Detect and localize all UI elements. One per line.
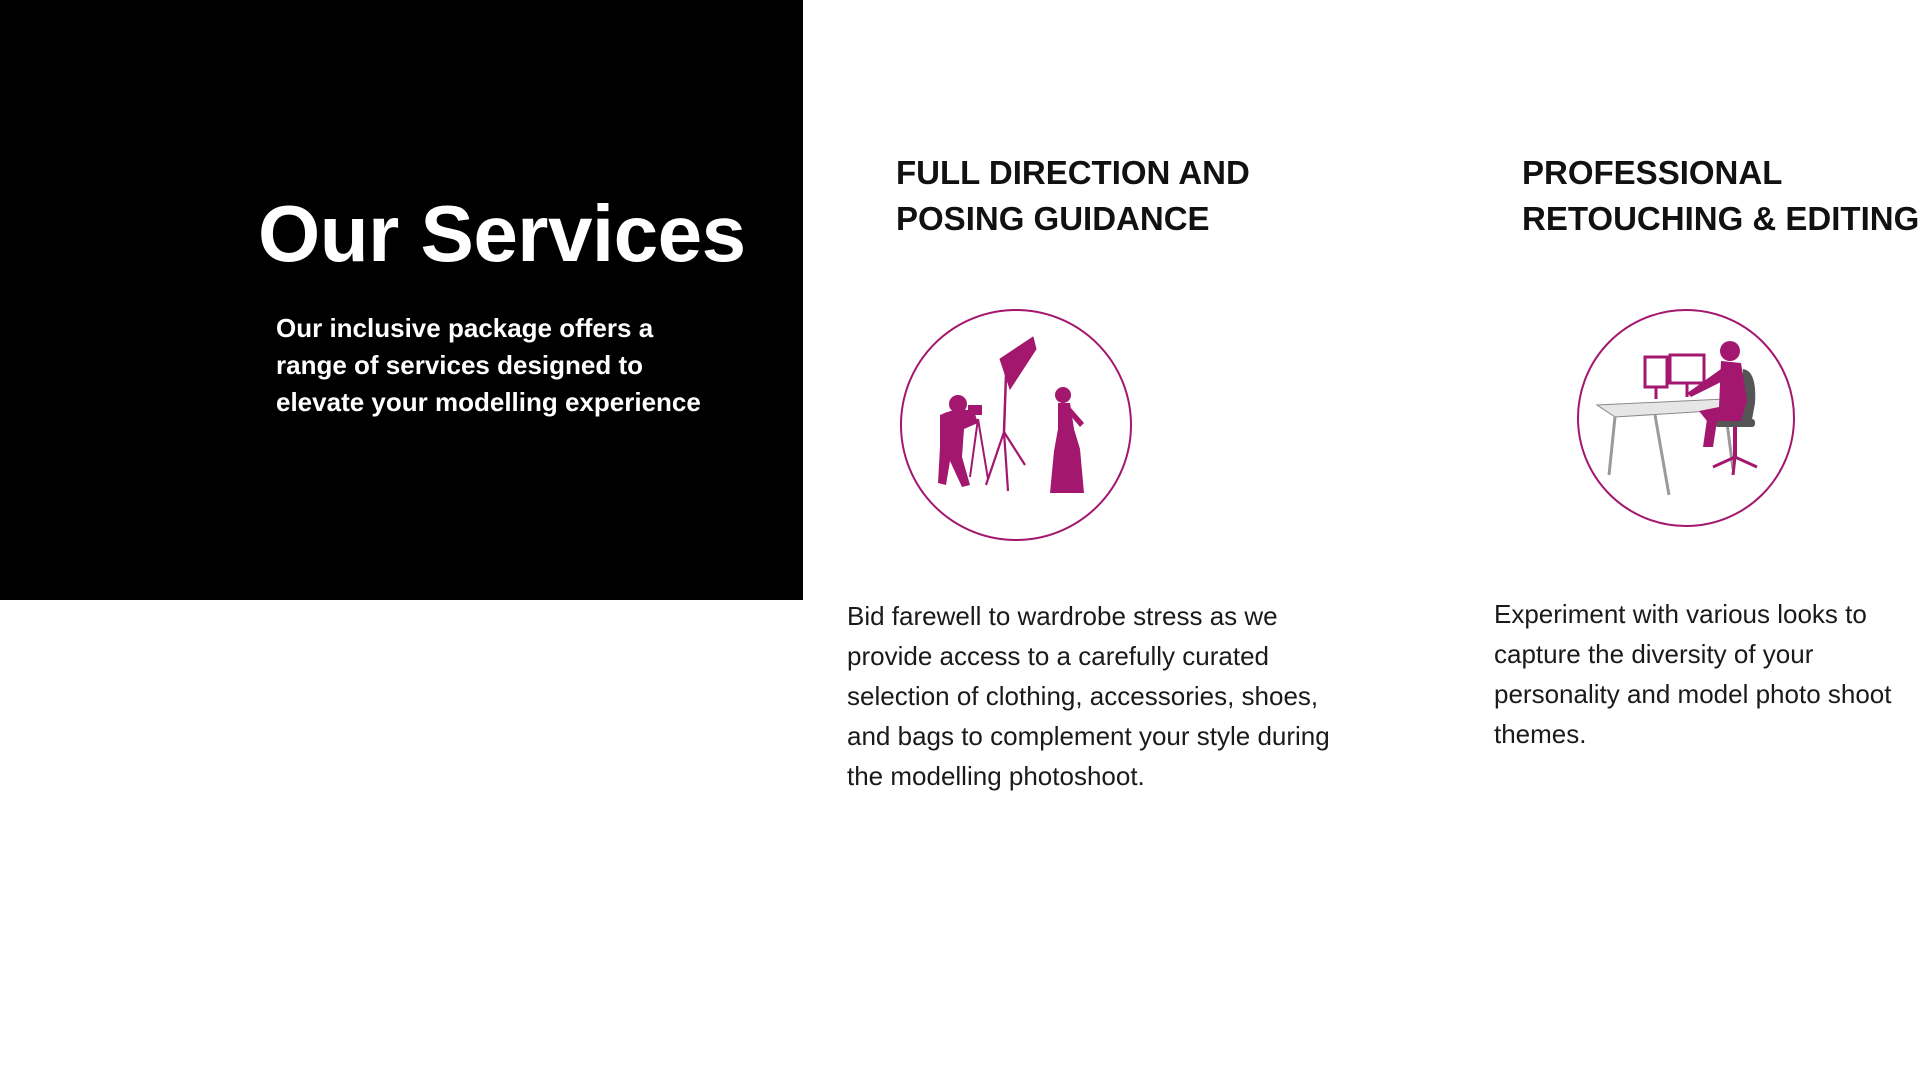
hero-panel — [0, 0, 803, 600]
hero-subtitle — [276, 310, 736, 421]
hero-subtitle-line: elevate your modelling experience — [276, 387, 701, 417]
service-description-line: themes. — [1494, 719, 1587, 749]
service-description-line: Bid farewell to wardrobe stress as we — [847, 601, 1278, 631]
hero-subtitle-line: Our inclusive package offers a — [276, 313, 654, 343]
service-description-line: the modelling photoshoot. — [847, 761, 1145, 791]
service-description-line: personality and model photo shoot — [1494, 679, 1892, 709]
service-title-line: FULL DIRECTION AND — [896, 154, 1250, 191]
photo-editor-desk-icon — [1575, 307, 1797, 529]
service-description-direction — [847, 596, 1330, 796]
service-title-retouching — [1522, 150, 1919, 242]
service-description-line: provide access to a carefully curated — [847, 641, 1269, 671]
service-description-retouching — [1494, 594, 1892, 754]
service-title-direction — [896, 150, 1250, 242]
service-title-line: PROFESSIONAL — [1522, 154, 1783, 191]
page-title: Our Services — [258, 189, 746, 278]
service-description-line: capture the diversity of your — [1494, 639, 1814, 669]
service-description-line: selection of clothing, accessories, shoes, — [847, 681, 1319, 711]
service-description-line: Experiment with various looks to — [1494, 599, 1867, 629]
service-description-line: and bags to complement your style during — [847, 721, 1330, 751]
hero-subtitle-line: range of services designed to — [276, 350, 644, 380]
service-title-line: POSING GUIDANCE — [896, 200, 1210, 237]
photographer-model-icon — [898, 307, 1134, 543]
service-title-line: RETOUCHING & EDITING — [1522, 200, 1920, 237]
